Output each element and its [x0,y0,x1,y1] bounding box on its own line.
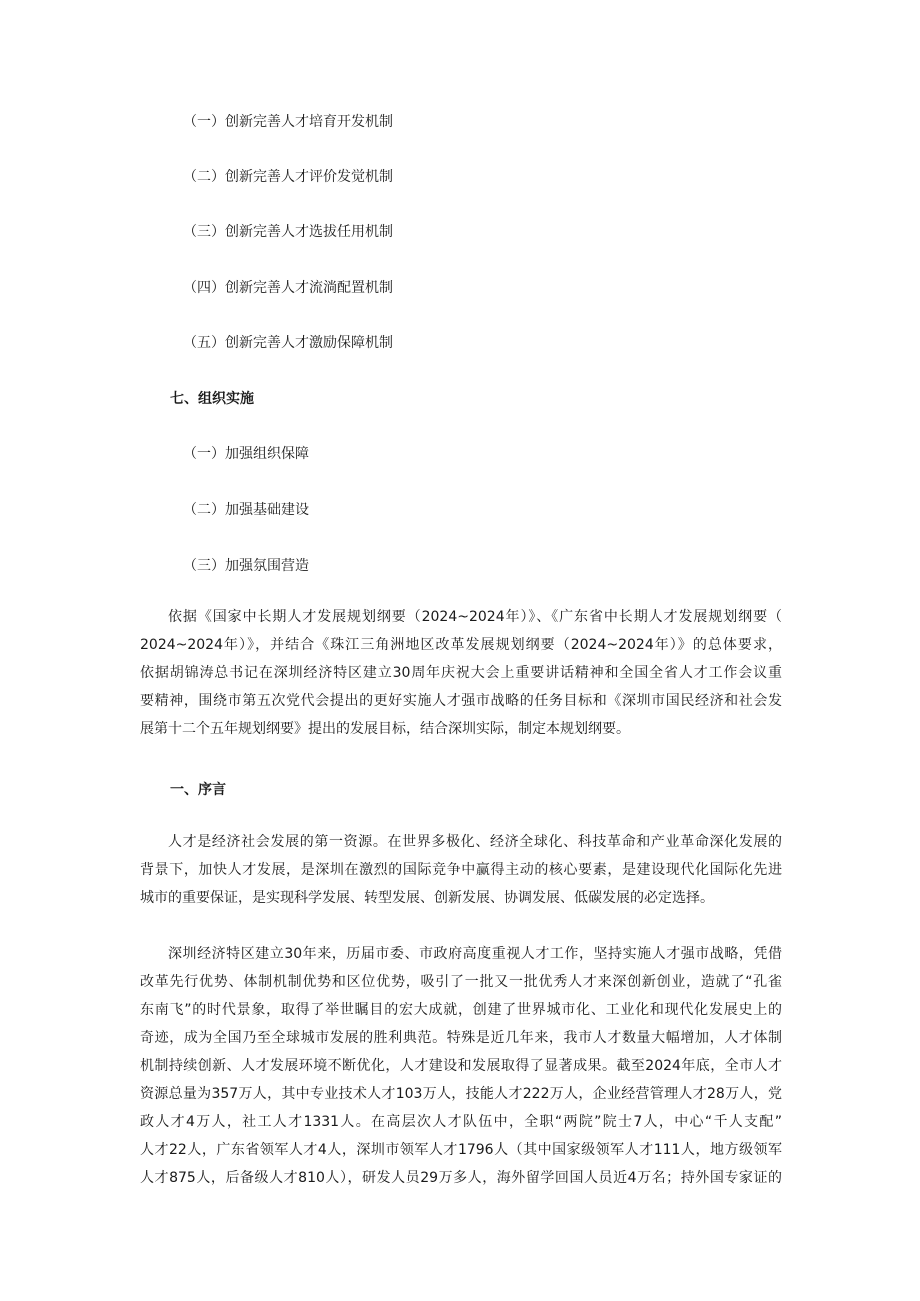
section-heading: 七、组织实施 [170,391,254,407]
list-item: （一）加强组织保障 [183,446,309,462]
list-item: （二）加强基础建设 [183,502,309,518]
paragraph-line: 背景下，加快人才发展，是深圳在激烈的国际竞争中赢得主动的核心要素，是建设现代化国际化先进 [140,862,782,878]
paragraph-line: 深圳经济特区建立30年来，历届市委、市政府高度重视人才工作，坚持实施人才强市战略，凭借 [168,946,782,962]
list-item: （三）加强氛围营造 [183,558,309,574]
intro-paragraph [140,603,782,743]
body-paragraph [140,940,782,1192]
paragraph-line: 依据《国家中长期人才发展规划纲要（2024~2024年）》、《广东省中长期人才发展规划纲要（ [168,609,782,625]
list-item: （五）创新完善人才激励保障机制 [183,335,393,351]
paragraph-line: 资源总量为357万人，其中专业技术人才103万人，技能人才222万人，企业经营管理人才28万人，党 [140,1086,782,1102]
paragraph-line: 奇迹，成为全国乃至全球城市发展的胜利典范。特殊是近几年来，我市人才数量大幅增加，人才体制 [140,1030,782,1046]
list-item: （三）创新完善人才选拔任用机制 [183,224,393,240]
paragraph-line: 城市的重要保证，是实现科学发展、转型发展、创新发展、协调发展、低碳发展的必定选择。 [140,890,714,906]
paragraph-line: 机制持续创新、人才发展环境不断优化，人才建设和发展取得了显著成果。截至2024年底，全市人才 [140,1058,782,1074]
list-item: （四）创新完善人才流淌配置机制 [183,280,393,296]
paragraph-line: 政人才4万人，社工人才1331人。在高层次人才队伍中，全职“两院”院士7人，中心“千人支配” [140,1114,782,1130]
paragraph-line: 人才是经济社会发展的第一资源。在世界多极化、经济全球化、科技革命和产业革命深化发展的 [168,834,782,850]
paragraph-line: 要精神，围绕市第五次党代会提出的更好实施人才强市战略的任务目标和《深圳市国民经济和社会发 [140,693,782,709]
paragraph-line: 人才22人，广东省领军人才4人，深圳市领军人才1796人（其中国家级领军人才111人，地方级领军 [140,1142,782,1158]
body-paragraph [140,828,782,912]
paragraph-line: 人才875人，后备级人才810人），研发人员29万多人，海外留学回国人员近4万名；持外国专家证的 [140,1170,782,1186]
section-heading: 一、序言 [170,782,226,798]
paragraph-line: 展第十二个五年规划纲要》提出的发展目标，结合深圳实际，制定本规划纲要。 [140,721,630,737]
list-item: （一）创新完善人才培育开发机制 [183,114,393,130]
paragraph-line: 2024~2024年）》，并结合《珠江三角洲地区改革发展规划纲要（2024~2024年）》的总体要求， [140,637,782,653]
paragraph-line: 改革先行优势、体制机制优势和区位优势，吸引了一批又一批优秀人才来深创新创业，造就了“孔雀 [140,974,782,990]
list-item: （二）创新完善人才评价发觉机制 [183,169,393,185]
paragraph-line: 东南飞”的时代景象，取得了举世瞩目的宏大成就，创建了世界城市化、工业化和现代化发展史上的 [140,1002,782,1018]
paragraph-line: 依据胡锦涛总书记在深圳经济特区建立30周年庆祝大会上重要讲话精神和全国全省人才工作会议重 [140,665,782,681]
